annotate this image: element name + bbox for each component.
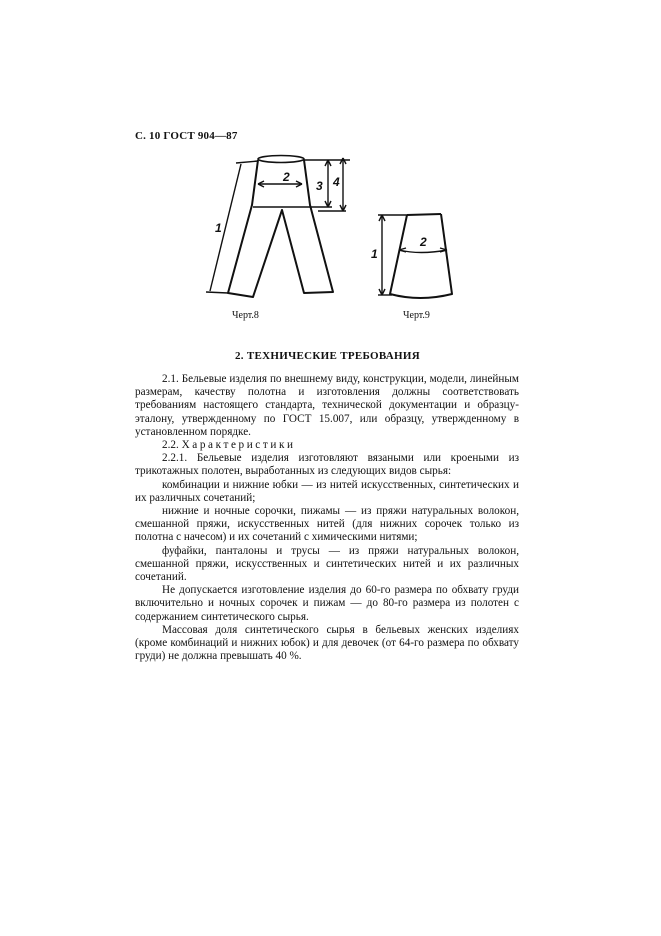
technical-drawings [190,148,470,308]
fig9-caption: Черт.9 [403,310,430,321]
paragraph-mass-fraction: Массовая доля синтетического сырья в бельевых женских изделиях (кроме комбинаций и нижних юбок) и для девочек (от 64-го размера по обхвату груди) не должна превышать 40 %. [135,623,519,663]
fig9-label-1: 1 [371,247,378,261]
fig8-trousers-outline [228,156,333,298]
list-item-2: нижние и ночные сорочки, пижамы — из пряжи натуральных волокон, смешанной пряжи, искусственных нитей (для нижних сорочек только из полотна с начесом) и их сочетаний с химическими нитями; [135,505,519,544]
fig8-label-1: 1 [215,221,222,235]
list-item-3: фуфайки, панталоны и трусы — из пряжи натуральных волокон, смешанной пряжи, искусственных и синтетических нитей и их различных сочетаний. [135,544,519,584]
paragraph-2-1: 2.1. Бельевые изделия по внешнему виду, конструкции, модели, линейным размерам, качеству полотна и изготовления должны соответствовать требованиям настоящего стандарта, технической документации и образцу-эталону, утвержденному по ГОСТ 15.007, или образцу, утвержденному в установленном порядке. [135,373,519,438]
fig8-caption: Черт.8 [232,310,259,321]
fig8-label-4: 4 [333,175,340,189]
paragraph-restriction: Не допускается изготовление изделия до 60-го размера по обхвату груди включительно и ночных сорочек и пижам — до 80-го размера из полотен с содержанием синтетического сырья. [135,584,519,623]
paragraph-2-2-title: Характеристики [181,439,296,452]
paragraph-2-2 [135,439,519,452]
list-item-1: комбинации и нижние юбки — из нитей искусственных, синтетических и их различных сочетаний; [135,478,519,504]
body-text [135,373,519,663]
page-header: С. 10 ГОСТ 904—87 [135,130,238,142]
fig9-skirt-outline [390,214,452,298]
fig8-dim-width [258,181,302,187]
paragraph-2-2-number: 2.2. [162,439,179,452]
fig8-label-3: 3 [316,179,323,193]
fig9-label-2: 2 [420,235,427,249]
paragraph-2-2-1: 2.2.1. Бельевые изделия изготовляют вязаными или кроеными из трикотажных полотен, выработанных из следующих видов сырья: [135,452,519,478]
fig8-dim-length [206,161,258,293]
fig8-dim-rise [304,158,350,211]
section-title: 2. ТЕХНИЧЕСКИЕ ТРЕБОВАНИЯ [235,350,420,362]
fig8-label-2: 2 [283,170,290,184]
